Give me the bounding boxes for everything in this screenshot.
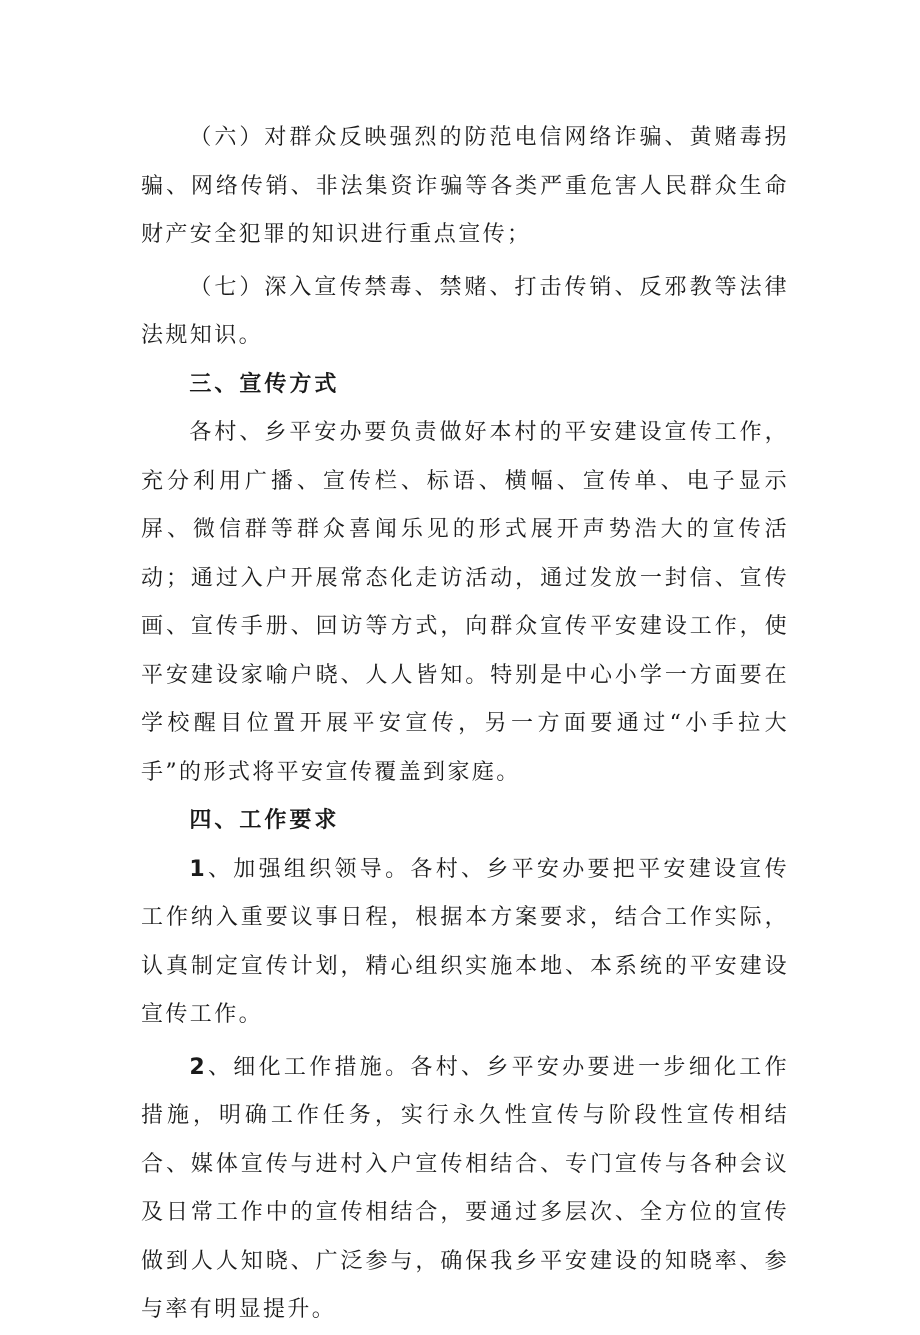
paragraph-item-seven [141,264,789,361]
paragraph-text: 、细化工作措施。各村、乡平安办要进一步细化工作措施，明确工作任务，实行永久性宣传与阶段性宣传相结合、媒体宣传与进村入户宣传相结合、专门宣传与各种会议及日常工作中的宣传相结合，要通过多层次、全方位的宣传做到人人知晓、广泛参与，确保我乡平安建设的知晓率、参与率有明显提升。 [141,1054,789,1322]
paragraph-text: （七）深入宣传禁毒、禁赌、打击传销、反邪教等法律法规知识。 [141,274,789,348]
heading-text: 三、宣传方式 [189,371,340,397]
document-page [141,114,789,1335]
section-heading-publicity-methods [141,361,789,410]
paragraph-text: （六）对群众反映强烈的防范电信网络诈骗、黄赌毒拐骗、网络传销、非法集资诈骗等各类严重危害人民群众生命财产安全犯罪的知识进行重点宣传； [141,125,789,247]
paragraph-item-six [141,114,789,260]
item-number: 1 [189,856,208,882]
section-heading-work-requirements [141,797,789,846]
numbered-item-1 [141,846,789,1040]
item-number: 2 [189,1054,208,1080]
numbered-item-2 [141,1044,789,1335]
paragraph-text: 各村、乡平安办要负责做好本村的平安建设宣传工作，充分利用广播、宣传栏、标语、横幅、宣传单、电子显示屏、微信群等群众喜闻乐见的形式展开声势浩大的宣传活动；通过入户开展常态化走访活动，通过发放一封信、宣传画、宣传手册、回访等方式，向群众宣传平安建设工作，使平安建设家喻户晓、人人皆知。特别是中心小学一方面要在学校醒目位置开展平安宣传，另一方面要通过“小手拉大手”的形式将平安宣传覆盖到家庭。 [141,420,789,785]
paragraph-publicity-methods [141,409,789,797]
heading-text: 四、工作要求 [189,808,340,833]
paragraph-text: 、加强组织领导。各村、乡平安办要把平安建设宣传工作纳入重要议事日程，根据本方案要求，结合工作实际，认真制定宣传计划，精心组织实施本地、本系统的平安建设宣传工作。 [141,856,789,1027]
